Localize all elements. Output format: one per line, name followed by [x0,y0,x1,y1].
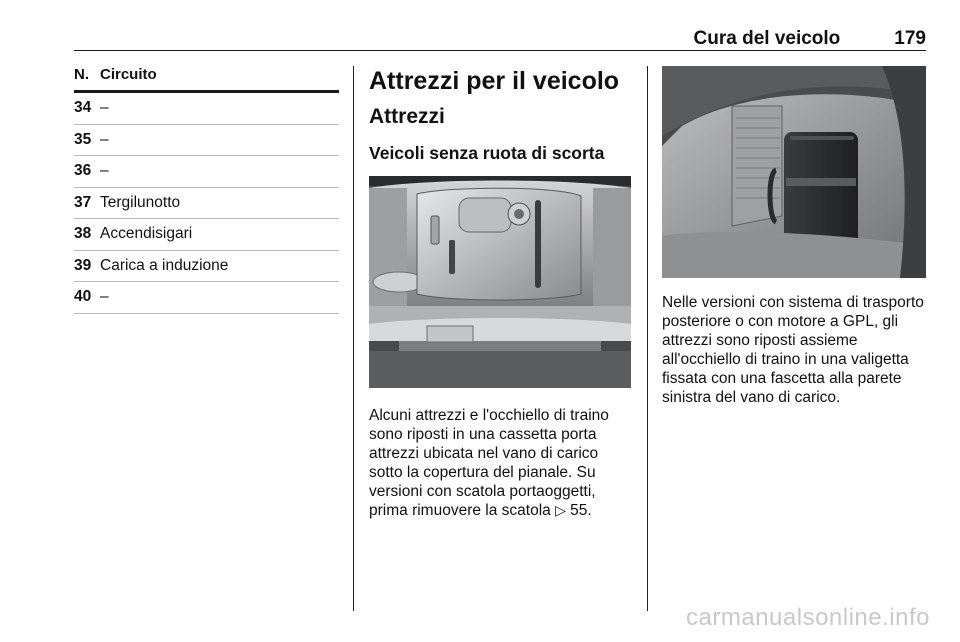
column-divider-right [647,66,648,611]
fuse-number: 34 [74,99,92,117]
tool-case-description: Nelle versioni con sistema di trasporto posteriore o con motore a GPL, gli attrezzi sono riposti assieme all'occhiello di traino in una valigetta fissata con una fascetta alla parete sinistra del vano di carico. [662,294,924,406]
col-circuit-header: Circuito [100,66,157,83]
fuse-circuit: – [100,288,109,306]
fuse-circuit: Tergilunotto [100,193,181,211]
fuse-number: 37 [74,193,92,211]
fuse-circuit: Carica a induzione [100,256,229,274]
fuse-number: 35 [74,130,92,148]
table-row [74,93,339,125]
fuse-number: 40 [74,288,92,306]
tool-case-column [662,66,926,407]
fuse-number: 36 [74,162,92,180]
page-number: 179 [894,28,926,49]
fuse-circuit: – [100,130,109,148]
toolbox-illustration [369,176,631,388]
fuse-number: 38 [74,225,92,243]
toolbox-photo [369,176,631,388]
fuse-circuit: Accendisigari [100,225,193,243]
toolbox-description [369,406,633,520]
table-row [74,188,339,220]
section-name: Cura del veicolo [693,28,841,49]
toolbox-paragraph: Alcuni attrezzi e l'occhiello di traino sono riposti in una cassetta porta attrezzi ubicata nel vano di carico sotto la copertura del pianale. Su versioni con scatola portaoggetti, prima rimuovere la scatola [369,407,609,519]
table-row [74,125,339,157]
page-reference-arrow-icon: ▷ [555,502,566,518]
tools-column [369,66,633,520]
tool-case-photo [662,66,926,278]
watermark: carmanualsonline.info [686,604,930,631]
subsection-title: Attrezzi [369,105,445,128]
fuse-number: 39 [74,256,92,274]
column-divider-left [353,66,354,611]
fuse-circuit: – [100,99,109,117]
fuse-circuit: – [100,162,109,180]
tool-case-illustration [662,66,926,278]
table-row [74,282,339,314]
page-reference-number: 55. [570,502,592,519]
fuse-table-header [74,66,339,93]
topic-heading: Veicoli senza ruota di scorta [369,143,605,163]
page-header [74,28,926,51]
table-row [74,219,339,251]
table-row [74,251,339,283]
table-row [74,156,339,188]
fuse-table [74,66,339,314]
section-title: Attrezzi per il veicolo [369,67,620,95]
col-number-header: N. [74,66,89,83]
